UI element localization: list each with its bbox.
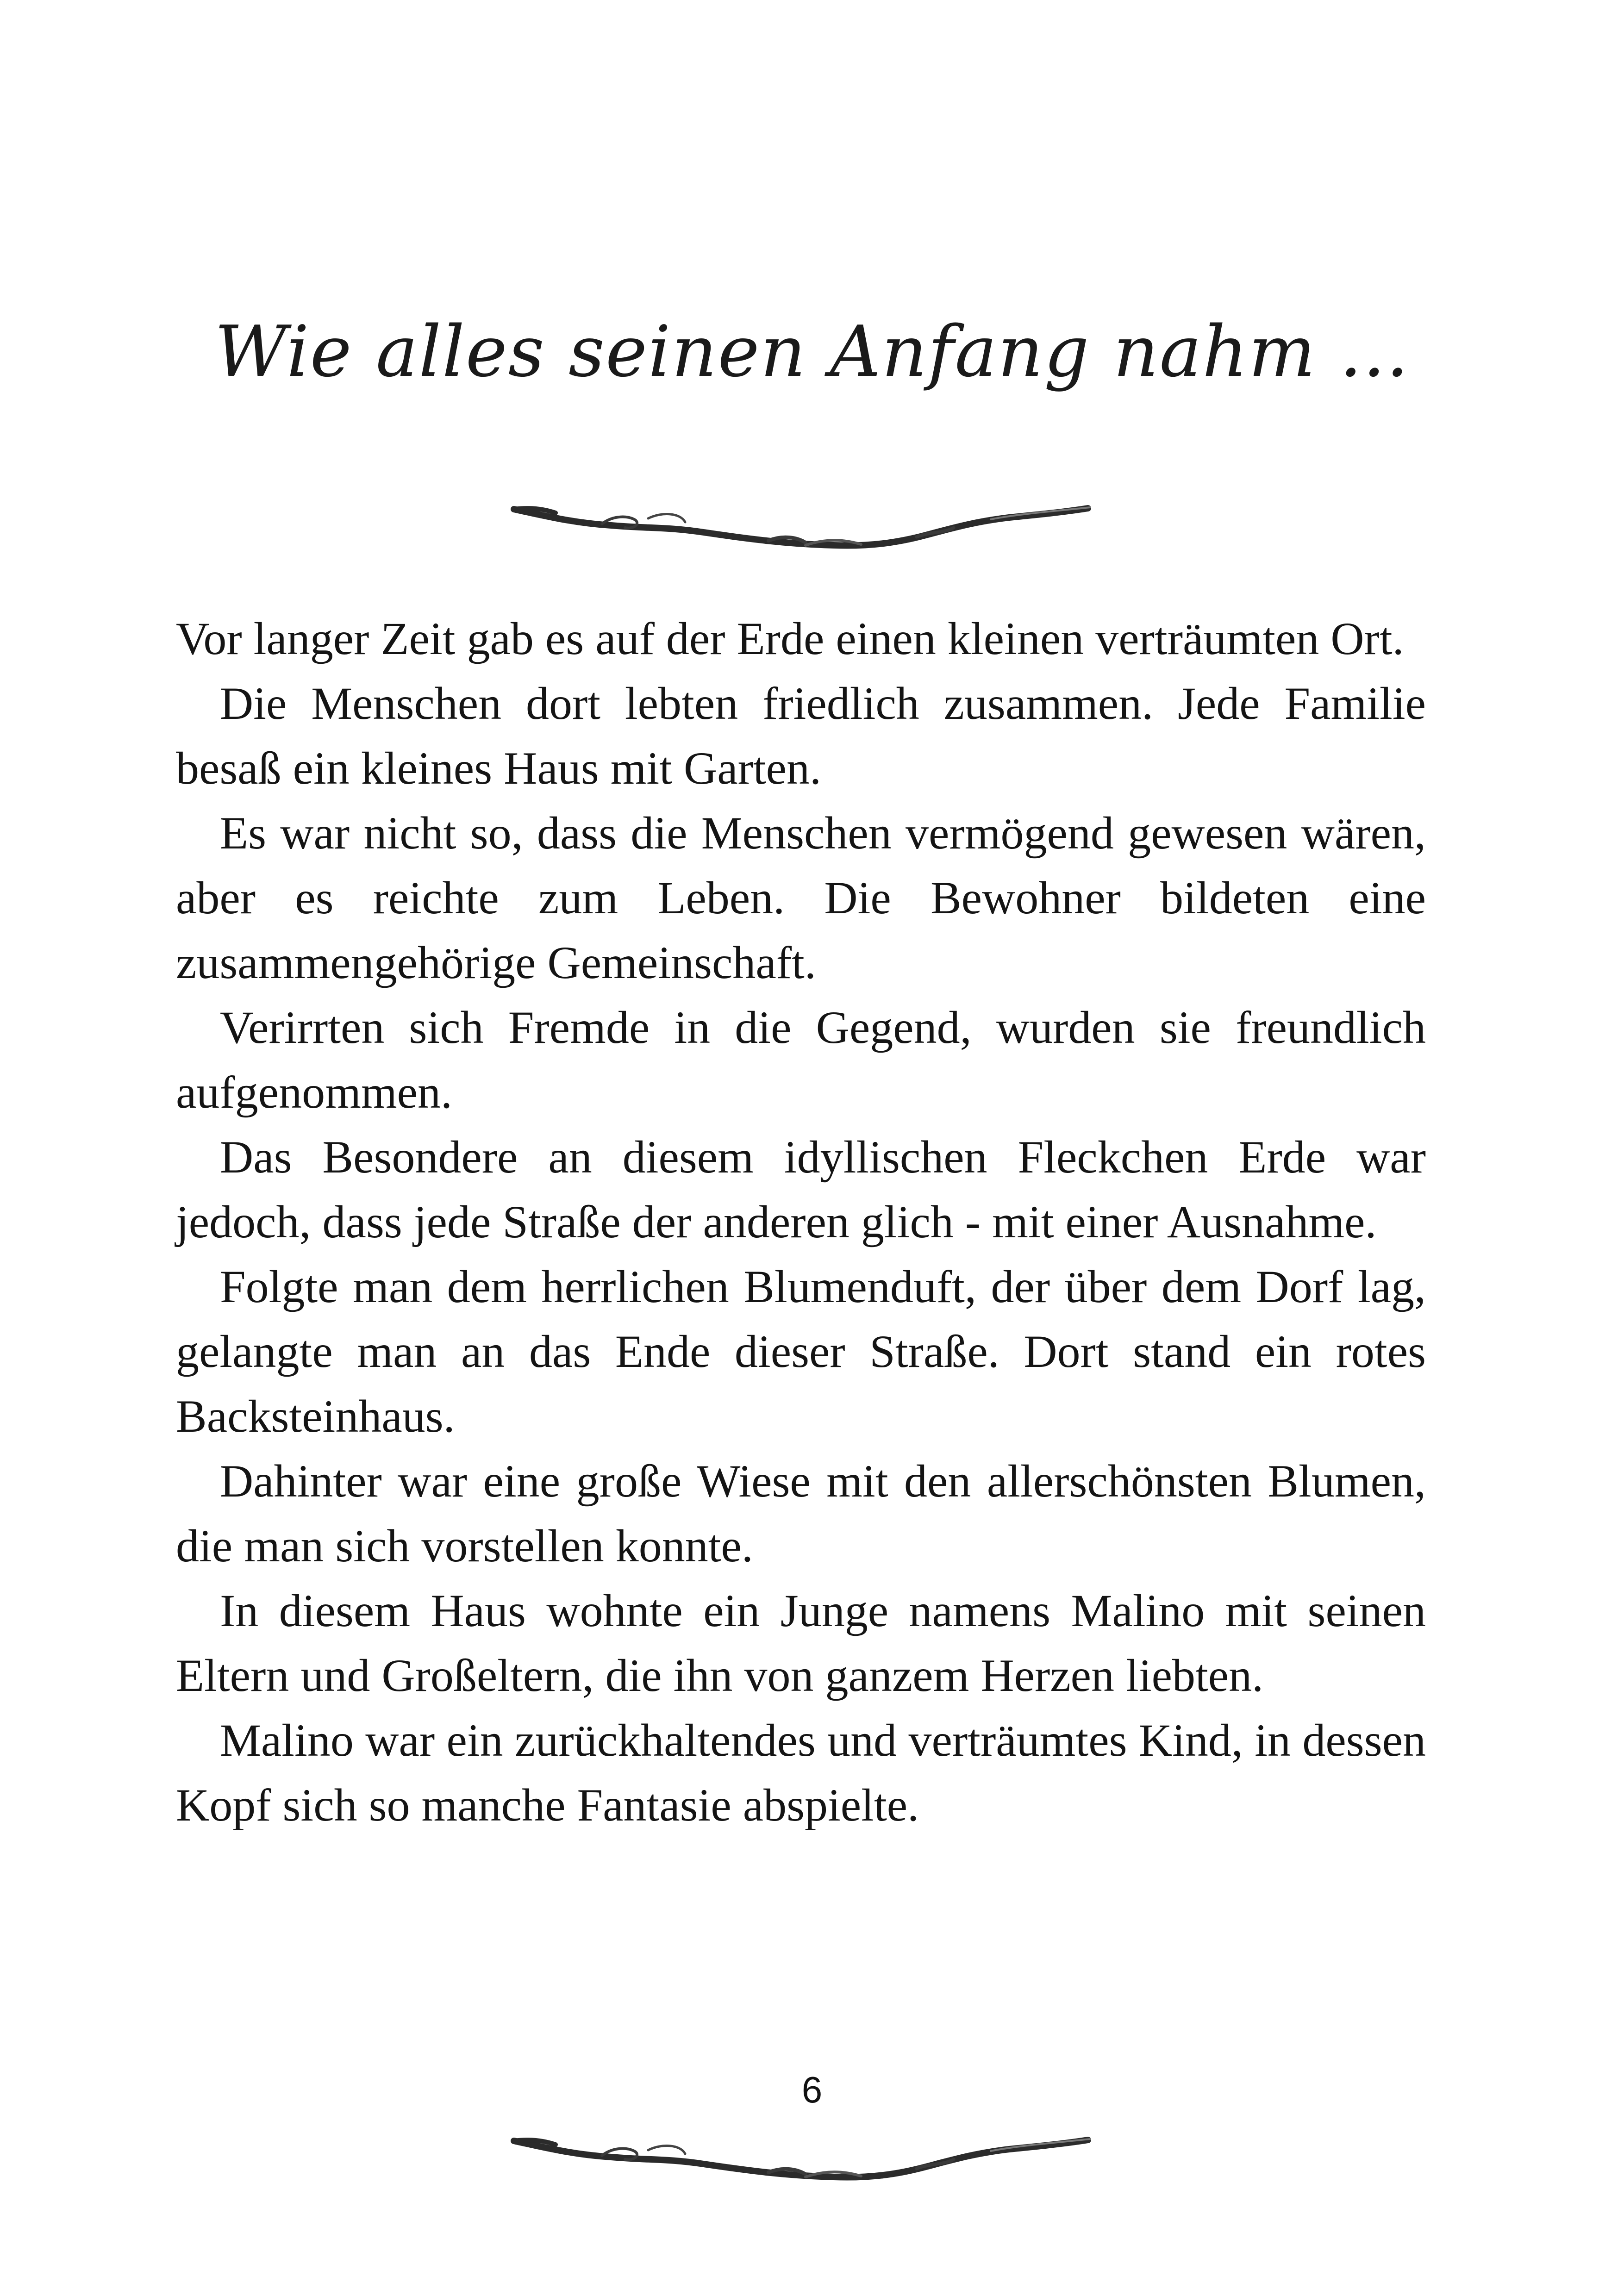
- paragraph: In diesem Haus wohnte ein Junge namens Malino mit seinen Eltern und Großeltern, die ihn von ganzem Herzen liebten.: [176, 1585, 1426, 1701]
- vine-divider-bottom: [509, 2122, 1093, 2192]
- vine-divider-top: [509, 491, 1093, 560]
- paragraph: Verirrten sich Fremde in die Gegend, wurden sie freundlich aufgenommen.: [176, 1002, 1426, 1118]
- paragraph: Malino war ein zurückhaltendes und verträumtes Kind, in dessen Kopf sich so manche Fantasie abspielte.: [176, 1715, 1426, 1831]
- chapter-title: Wie alles seinen Anfang nahm ...: [214, 311, 1410, 393]
- story-text: [176, 606, 1426, 1838]
- page-number: 6: [801, 2069, 823, 2110]
- paragraph: Es war nicht so, dass die Menschen vermögend gewesen wären, aber es reichte zum Leben. Die Bewohner bildeten eine zusammengehörige Gemeinschaft.: [176, 807, 1426, 988]
- paragraph: Vor langer Zeit gab es auf der Erde einen kleinen verträumten Ort.: [176, 613, 1404, 664]
- paragraph: Das Besondere an diesem idyllischen Fleckchen Erde war jedoch, dass jede Straße der anderen glich - mit einer Ausnahme.: [176, 1131, 1426, 1247]
- paragraph: Dahinter war eine große Wiese mit den allerschönsten Blumen, die man sich vorstellen konnte.: [176, 1455, 1426, 1572]
- paragraph: Die Menschen dort lebten friedlich zusammen. Jede Familie besaß ein kleines Haus mit Garten.: [176, 678, 1426, 794]
- paragraph: Folgte man dem herrlichen Blumenduft, der über dem Dorf lag, gelangte man an das Ende dieser Straße. Dort stand ein rotes Backsteinhaus.: [176, 1261, 1426, 1442]
